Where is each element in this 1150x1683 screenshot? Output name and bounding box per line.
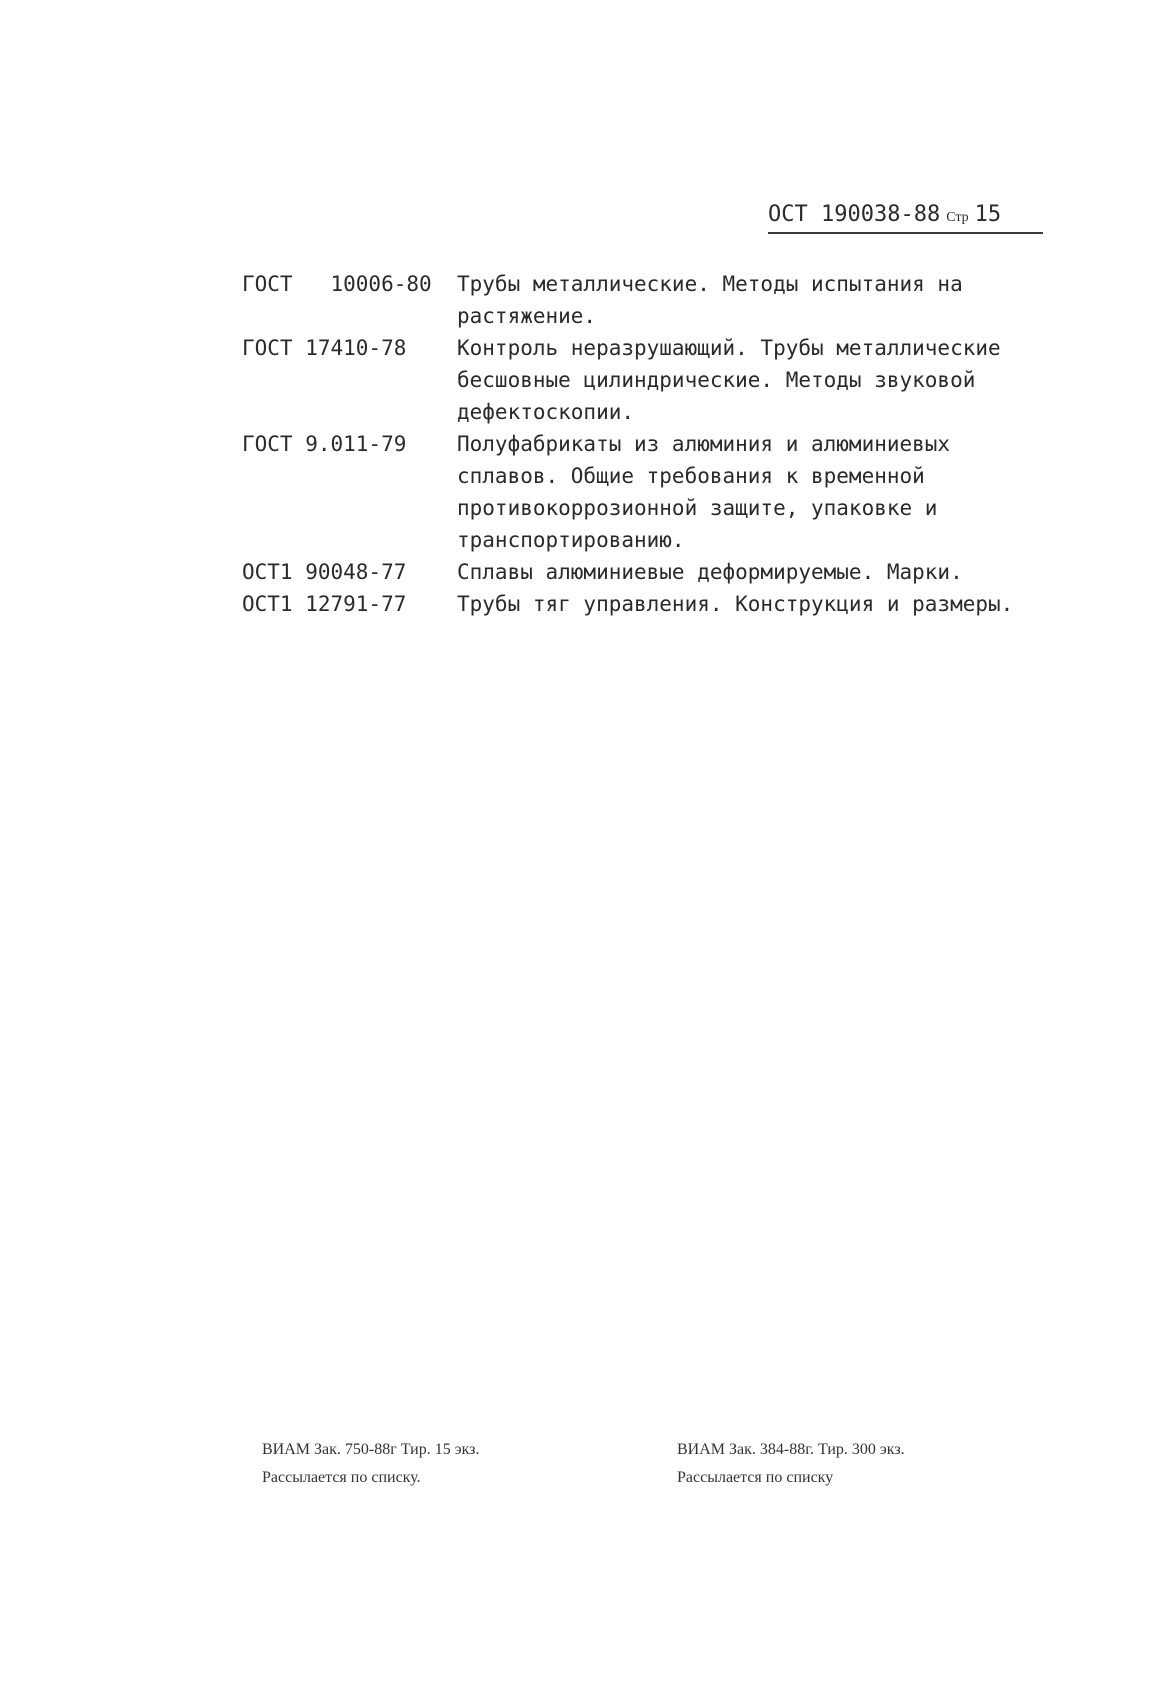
reference-item xyxy=(242,332,1042,428)
reference-title: Сплавы алюминиевые деформируемые. Марки. xyxy=(457,560,963,584)
footer-right-line1: ВИАМ Зак. 384-88г. Тир. 300 экз. xyxy=(677,1441,905,1458)
footer-left-line1: ВИАМ Зак. 750-88г Тир. 15 экз. xyxy=(262,1441,480,1458)
reference-item xyxy=(242,588,1042,620)
reference-list xyxy=(242,268,1042,620)
page-number: 15 xyxy=(974,202,1002,227)
reference-doc: ГОСТ 17410-78 xyxy=(242,336,407,360)
reference-item xyxy=(242,268,1042,332)
reference-doc: ГОСТ 9.011-79 xyxy=(242,432,407,456)
footer-print-info-right xyxy=(677,1436,905,1492)
reference-doc: ОСТ1 12791-77 xyxy=(242,592,407,616)
page-header xyxy=(768,202,1043,236)
reference-doc: ОСТ1 90048-77 xyxy=(242,560,407,584)
reference-title: Трубы металлические. Методы испытания на растяжение. xyxy=(457,272,963,328)
reference-title: Полуфабрикаты из алюминия и алюминиевых сплавов. Общие требования к временной противокоррозионной защите, упаковке и транспортированию. xyxy=(457,432,951,552)
footer-print-info-left xyxy=(262,1436,479,1492)
page-label: Стр xyxy=(946,210,969,225)
header-underline xyxy=(768,232,1043,234)
footer-right-line2: Рассылается по списку xyxy=(677,1469,834,1486)
reference-title: Трубы тяг управления. Конструкция и размеры. xyxy=(457,592,1014,616)
reference-item xyxy=(242,428,1042,556)
reference-title: Контроль неразрушающий. Трубы металлические бесшовные цилиндрические. Методы звуковой дефектоскопии. xyxy=(457,336,1001,424)
reference-item xyxy=(242,556,1042,588)
standard-code: ОСТ 190038-88 xyxy=(768,202,941,227)
reference-doc: ГОСТ 10006-80 xyxy=(242,272,432,296)
footer-left-line2: Рассылается по списку. xyxy=(262,1469,421,1486)
